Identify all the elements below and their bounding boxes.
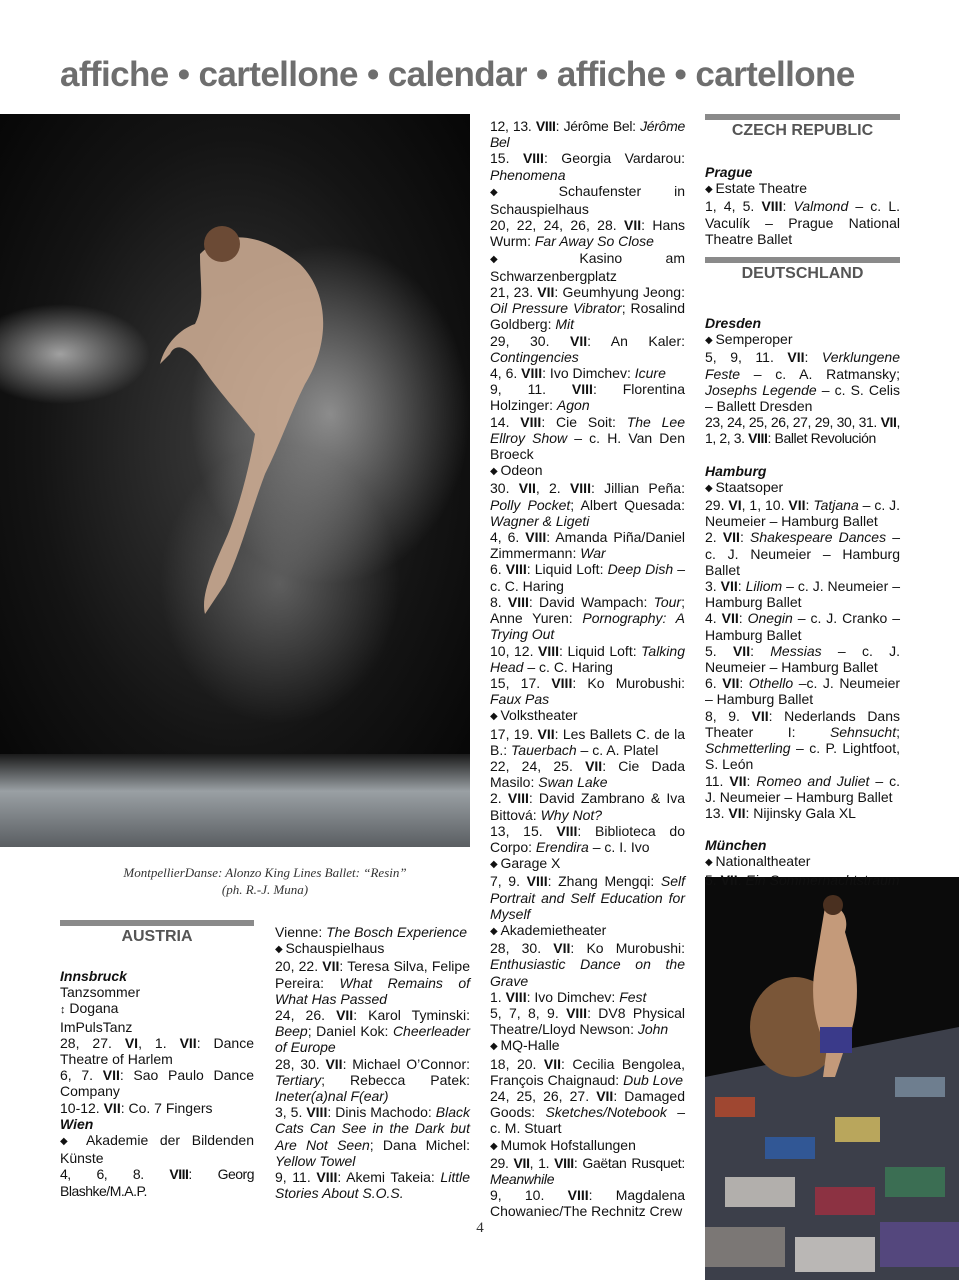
listing-entry: 1. VIII: Ivo Dimchev: Fest (490, 988, 647, 1005)
venue-label: Dogana (69, 1000, 119, 1017)
listing-entry: 13, 15. VIII: Biblioteca do Corpo: Erendira – c. I. Ivo (490, 822, 685, 855)
listing-entry: 5, 9, 11. VII: Verklungene Feste – c. A. Ratmansky; Josephs Legende – c. S. Celis – Ballett Dresden (705, 349, 900, 415)
listing-entry: 7, 9. VIII: Zhang Mengqi: Self Portrait and Self Education for Myself (490, 873, 686, 922)
listing-entry: 9, 11. VIII: Akemi Takeia: Little Stories About S.O.S. (275, 1169, 470, 1202)
city-munchen: München (705, 837, 767, 854)
listing-entry: 22, 24, 25. VII: Cie Dada Masilo: Swan Lake (490, 757, 685, 791)
listing-entry: 12, 13. VIII: Jérôme Bel: Jérôme Bel (490, 118, 685, 151)
page-number: 4 (476, 1220, 484, 1236)
listing-entry: 6, 7. VII: Sao Paulo Dance Company (60, 1067, 254, 1100)
listing-entry: 14. VIII: Cie Soit: The Lee Ellroy Show – c. H. Van Den Broeck (490, 413, 685, 463)
listing-entry: 6. VII: Othello –c. J. Neumeier – Hamburg Ballet (705, 675, 901, 708)
listing-entry: 5. VII: Ein Sommernachtstraum (705, 871, 900, 888)
listing-entry: 20, 22, 24, 26, 28. VII: Hans Wurm: Far Away So Close (490, 217, 686, 250)
venue-mumok: ◆ Mumok Hofstallungen (490, 1137, 685, 1155)
dancer-jump-photo (0, 114, 470, 847)
listing-entry: 9, 11. VIII: Florentina Holzinger: Agon (490, 381, 685, 414)
country-name: AUSTRIA (121, 928, 193, 945)
bullet-icon: ↕ (60, 1004, 66, 1017)
listing-entry: 17, 19. VII: Les Ballets C. de la B.: Tauerbach – c. A. Platel (490, 725, 686, 758)
listing-entry: 24, 25, 26, 27. VII: Damaged Goods: Sketches/Notebook – c. M. Stuart (490, 1087, 686, 1137)
listing-entry: 9, 10. VIII: Magdalena Chowaniec/The Rechnitz Crew (490, 1187, 686, 1220)
listing-entry: 18, 20. VII: Cecilia Bengolea, François Chaignaud: Dub Love (490, 1055, 685, 1088)
photo-caption (60, 864, 470, 898)
venue-akademie-bildenden: ◆ Akademie der Bildenden Künste (60, 1132, 254, 1166)
listing-entry: 3, 5. VIII: Dinis Machodo: Black Cats Can See in the Dark but Are Not Seen; Dana Michel: Yellow Towel (275, 1104, 470, 1169)
listing-entry: 13. VII: Nijinsky Gala XL (705, 804, 856, 821)
listing-entry: 3. VII: Liliom – c. J. Neumeier – Hamburg Ballet (705, 578, 900, 611)
listing-entry: 28, 30. VII: Michael O’Connor: Tertiary; Rebecca Patek: Ineter(a)nal F(ear) (275, 1055, 470, 1105)
caption-line: MontpellierDanse: Alonzo King Lines Ballet: “Resin” (123, 865, 407, 880)
listing-entry: 1, 4, 5. VIII: Valmond – c. L. Vaculík – Prague National Theatre Ballet (705, 198, 901, 247)
column-austria-left (60, 920, 254, 1199)
country-name: DEUTSCHLAND (741, 265, 864, 283)
listing-entry: 8. VIII: David Wampach: Tour; Anne Yuren: Pornography: A Trying Out (490, 593, 685, 643)
listing-entry: 11. VII: Romeo and Juliet – c. J. Neumeier – Hamburg Ballet (705, 772, 901, 805)
listing-entry: 4. VII: Onegin – c. J. Cranko – Hamburg Ballet (705, 610, 900, 643)
column-austria-right (275, 924, 470, 1201)
listing-entry: 21, 23. VII: Geumhyung Jeong: Oil Pressure Vibrator; Rosalind Goldberg: Mit (490, 284, 685, 333)
listing-entry: 29. VI, 1, 10. VII: Tatjana – c. J. Neumeier – Hamburg Ballet (705, 497, 901, 530)
listing-entry: 28, 27. VI, 1. VII: Dance Theatre of Harlem (60, 1034, 254, 1068)
listing-entry: 24, 26. VII: Karol Tyminski: Beep; Daniel Kok: Cheerleader of Europe (275, 1007, 470, 1056)
festival-tanzsommer: Tanzsommer (60, 984, 141, 1001)
city-prague: Prague (705, 164, 753, 180)
listing-entry: 8, 9. VII: Nederlands Dans Theater I: Sehnsucht; Schmetterling – c. P. Lightfoot, S. León (705, 707, 900, 773)
listing-entry: 4, 6. VIII: Amanda Piña/Daniel Zimmermann: War (490, 529, 686, 562)
venue-schaufenster: ◆ Schaufenster in Schauspielhaus (490, 183, 685, 217)
city-hamburg: Hamburg (705, 462, 767, 479)
listing-entry: 30. VII, 2. VIII: Jillian Peña: Polly Pocket; Albert Quesada: Wagner & Ligeti (490, 480, 685, 529)
venue-dogana (60, 1000, 254, 1018)
country-name: CZECH REPUBLIC (731, 122, 874, 139)
venue-volkstheater: ◆ Volkstheater (490, 707, 685, 725)
listing-entry: 15, 17. VIII: Ko Murobushi: Faux Pas (490, 674, 685, 708)
listing-entry: 10, 12. VIII: Liquid Loft: Talking Head – c. C. Haring (490, 642, 685, 675)
caption-credit: (ph. R.-J. Muna) (221, 882, 309, 897)
masthead-title: affiche • cartellone • calendar • affiche • cartellone (60, 55, 855, 94)
venue-akademietheater: ◆ Akademietheater (490, 922, 685, 940)
listing-entry: 6. VIII: Liquid Loft: Deep Dish – c. C. Haring (490, 561, 685, 594)
listing-entry: 5. VII: Messias – c. J. Neumeier – Hamburg Ballet (705, 642, 901, 676)
listing-entry: Vienne: The Bosch Experience (275, 924, 467, 940)
venue-staatsoper: ◆ Staatsoper (705, 479, 900, 497)
column-czech-germany (705, 114, 900, 888)
column-wien-listings (490, 118, 685, 1220)
listing-entry: 20, 22. VII: Teresa Silva, Felipe Pereira: What Remains of What Has Passed (275, 958, 470, 1007)
venue-estate-theatre: ◆ Estate Theatre (705, 180, 900, 198)
listing-entry: 2. VIII: David Zambrano & Iva Bittová: Why Not? (490, 790, 686, 823)
listing-entry: 4, 6. VIII: Ivo Dimchev: Icure (490, 365, 666, 382)
venue-kasino: ◆ Kasino am Schwarzenbergplatz (490, 250, 685, 284)
listing-entry: 29, 30. VII: An Kaler: Contingencies (490, 332, 685, 365)
listing-entry: 5, 7, 8, 9. VIII: DV8 Physical Theatre/Lloyd Newson: John (490, 1004, 686, 1038)
listing-entry: 23, 24, 25, 26, 27, 29, 30, 31. VII, 1, 2, 3. VIII: Ballet Revolución (705, 414, 900, 447)
venue-mq-halle: ◆ MQ-Halle (490, 1037, 685, 1055)
city-dresden: Dresden (705, 315, 762, 332)
country-heading-deutschland (705, 257, 900, 285)
city-wien: Wien (60, 1115, 94, 1132)
venue-odeon: ◆ Odeon (490, 462, 685, 480)
festival-impulstanz: ImPulsTanz (60, 1018, 133, 1035)
listing-entry: 28, 30. VII: Ko Murobushi: Enthusiastic Dance on the Grave (490, 940, 685, 989)
listing-entry: 2. VII: Shakespeare Dances – c. J. Neumeier – Hamburg Ballet (705, 529, 901, 578)
city-innsbruck: Innsbruck (60, 968, 127, 984)
dancer-clothes-photo (705, 877, 959, 1280)
listing-entry: 29. VII, 1. VIII: Gaëtan Rusquet: Meanwhile (490, 1154, 685, 1187)
venue-schauspielhaus: ◆ Schauspielhaus (275, 940, 470, 958)
venue-garage-x: ◆ Garage X (490, 855, 685, 873)
country-heading-czech (705, 114, 900, 142)
listing-entry: 10-12. VII: Co. 7 Fingers (60, 1099, 213, 1116)
venue-nationaltheater: ◆ Nationaltheater (705, 853, 900, 871)
listing-entry: 4, 6, 8. VIII: Georg Blashke/M.A.P. (60, 1166, 255, 1199)
listing-entry: 15. VIII: Georgia Vardarou: Phenomena (490, 150, 686, 183)
country-heading-austria (60, 920, 254, 948)
venue-semperoper: ◆ Semperoper (705, 331, 900, 349)
